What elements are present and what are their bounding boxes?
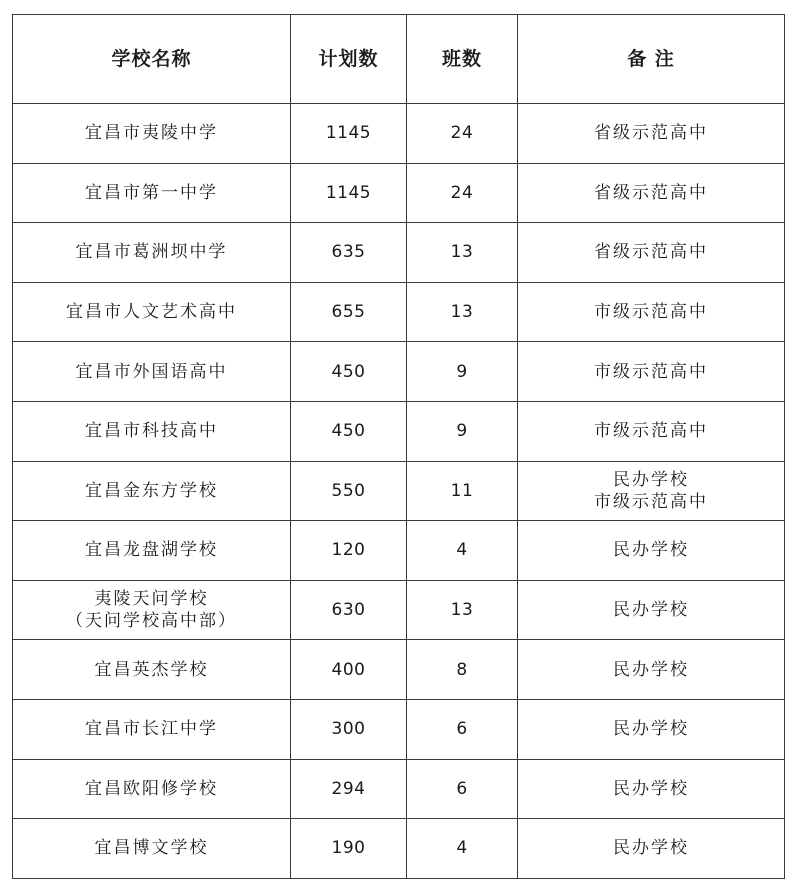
school-name-cell <box>13 819 291 879</box>
table-row <box>13 282 785 342</box>
note-cell-line: 市级示范高中 <box>594 421 708 442</box>
class-count-cell: 13 <box>407 580 518 640</box>
header-school-name: 学校名称 <box>13 15 291 104</box>
note-cell-line: 省级示范高中 <box>594 242 708 263</box>
class-count-cell: 6 <box>407 759 518 819</box>
table-row <box>13 819 785 879</box>
note-cell <box>518 699 785 759</box>
school-name-cell-line: 宜昌市科技高中 <box>85 421 218 442</box>
plan-count-cell: 1145 <box>291 104 407 164</box>
note-cell <box>518 163 785 223</box>
header-row <box>13 15 785 104</box>
school-name-cell <box>13 223 291 283</box>
table-row <box>13 521 785 581</box>
note-cell <box>518 401 785 461</box>
school-name-cell <box>13 580 291 640</box>
class-count-cell: 4 <box>407 819 518 879</box>
note-cell <box>518 461 785 521</box>
school-name-cell-line: 宜昌市人文艺术高中 <box>66 302 237 323</box>
class-count-cell: 6 <box>407 699 518 759</box>
enrollment-plan-table <box>12 14 785 879</box>
school-name-cell <box>13 282 291 342</box>
note-cell-line: 民办学校 <box>613 838 689 859</box>
school-name-cell-line: 宜昌市长江中学 <box>85 719 218 740</box>
table-row <box>13 401 785 461</box>
school-name-cell <box>13 163 291 223</box>
table-row <box>13 699 785 759</box>
header-class-count: 班数 <box>407 15 518 104</box>
school-name-cell-line: 宜昌英杰学校 <box>94 659 209 680</box>
school-name-cell <box>13 759 291 819</box>
table-row <box>13 104 785 164</box>
school-name-cell-line: 宜昌龙盘湖学校 <box>85 540 218 561</box>
note-cell <box>518 104 785 164</box>
note-cell-line: 市级示范高中 <box>594 361 708 382</box>
plan-count-cell: 300 <box>291 699 407 759</box>
plan-count-cell: 630 <box>291 580 407 640</box>
school-name-cell <box>13 104 291 164</box>
class-count-cell: 24 <box>407 104 518 164</box>
note-cell <box>518 521 785 581</box>
school-name-cell <box>13 342 291 402</box>
note-cell-line: 省级示范高中 <box>594 182 708 203</box>
school-name-cell-line: 宜昌市第一中学 <box>85 182 218 203</box>
class-count-cell: 24 <box>407 163 518 223</box>
table-row <box>13 461 785 521</box>
note-cell <box>518 342 785 402</box>
plan-count-cell: 1145 <box>291 163 407 223</box>
table-row <box>13 759 785 819</box>
school-name-cell-line: 宜昌市夷陵中学 <box>85 123 218 144</box>
class-count-cell: 9 <box>407 401 518 461</box>
table-body <box>13 104 785 879</box>
table-row <box>13 580 785 640</box>
note-cell-line: 市级示范高中 <box>594 491 708 512</box>
class-count-cell: 11 <box>407 461 518 521</box>
note-cell <box>518 580 785 640</box>
class-count-cell: 13 <box>407 282 518 342</box>
school-name-cell-line: 宜昌博文学校 <box>94 838 209 859</box>
class-count-cell: 4 <box>407 521 518 581</box>
table-row <box>13 342 785 402</box>
school-name-cell-line: 宜昌欧阳修学校 <box>85 778 218 799</box>
plan-count-cell: 450 <box>291 342 407 402</box>
school-name-cell <box>13 461 291 521</box>
school-name-cell-line: （天问学校高中部） <box>66 611 237 632</box>
school-name-cell <box>13 699 291 759</box>
header-plan-count: 计划数 <box>291 15 407 104</box>
school-name-cell-line: 宜昌金东方学校 <box>85 480 218 501</box>
note-cell-line: 省级示范高中 <box>594 123 708 144</box>
plan-count-cell: 550 <box>291 461 407 521</box>
school-name-cell-line: 宜昌市葛洲坝中学 <box>75 242 228 263</box>
class-count-cell: 8 <box>407 640 518 700</box>
note-cell <box>518 759 785 819</box>
note-cell-line: 民办学校 <box>613 659 689 680</box>
note-cell-line: 市级示范高中 <box>594 302 708 323</box>
plan-count-cell: 294 <box>291 759 407 819</box>
note-cell-line: 民办学校 <box>613 540 689 561</box>
header-note: 备 注 <box>518 15 785 104</box>
table-row <box>13 223 785 283</box>
school-name-cell <box>13 640 291 700</box>
plan-count-cell: 400 <box>291 640 407 700</box>
plan-count-cell: 635 <box>291 223 407 283</box>
class-count-cell: 9 <box>407 342 518 402</box>
note-cell <box>518 223 785 283</box>
school-name-cell-line: 夷陵天问学校 <box>94 588 209 609</box>
note-cell-line: 民办学校 <box>613 778 689 799</box>
class-count-cell: 13 <box>407 223 518 283</box>
plan-count-cell: 450 <box>291 401 407 461</box>
plan-count-cell: 120 <box>291 521 407 581</box>
note-cell-line: 民办学校 <box>613 719 689 740</box>
note-cell <box>518 282 785 342</box>
school-name-cell <box>13 521 291 581</box>
note-cell-line: 民办学校 <box>613 469 689 490</box>
school-name-cell <box>13 401 291 461</box>
plan-count-cell: 655 <box>291 282 407 342</box>
note-cell <box>518 819 785 879</box>
table-row <box>13 640 785 700</box>
note-cell-line: 民办学校 <box>613 600 689 620</box>
school-name-cell-line: 宜昌市外国语高中 <box>75 361 228 382</box>
note-cell <box>518 640 785 700</box>
table-row <box>13 163 785 223</box>
plan-count-cell: 190 <box>291 819 407 879</box>
